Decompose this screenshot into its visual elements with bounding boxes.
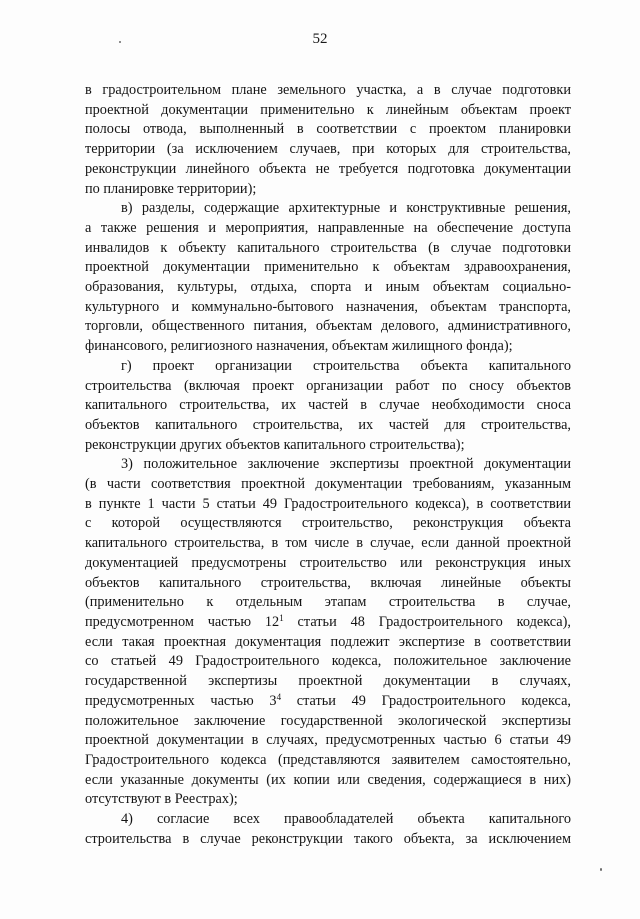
paragraph [85,357,571,456]
text-line: реконструкции других объектов капитального строительства); [85,436,465,453]
paragraph [85,199,571,357]
text-line: если указанные документы (их копии или сведения, содержащиеся в них) [85,771,571,788]
text-line: (применительно к отдельным этапам строительства в случае, [85,594,571,611]
text-line: со статьей 49 Градостроительного кодекса, положительное заключение [85,653,571,670]
text-line: проектной документации применительно к линейным объектам проект [85,101,571,118]
text-line: образования, культуры, отдыха, спорта и иным объектам социально- [85,279,571,296]
text-line: предусмотренном частью $12^1$ статьи 48 Градостроительного кодекса), [85,612,571,630]
document-body [85,81,571,849]
text-line: государственной экспертизы проектной документации в случаях, [85,673,571,690]
text-line: с которой осуществляются строительство, реконструкция объекта [85,515,571,532]
text-line: строительства в случае реконструкции такого объекта, за исключением [85,830,571,847]
text-line: полосы отвода, выполненный в соответствии с проектом планировки [85,121,571,138]
text-line: проектной документации в случаях, предусмотренных частью 6 статьи 49 [85,732,571,749]
text-line: документацией предусмотрены строительство или реконструкция иных [85,554,571,571]
text-line: культурного и коммунально-бытового назначения, объектам транспорта, [85,298,571,315]
text-line: в градостроительном плане земельного участка, а в случае подготовки [85,82,571,98]
page-number: 52 [312,31,328,47]
text-line: 3) положительное заключение экспертизы проектной документации [121,456,571,473]
paragraph [85,810,571,849]
text-line: (в части соответствия проектной документации требованиям, указанным [85,476,571,493]
text-line: в) разделы, содержащие архитектурные и конструктивные решения, [121,200,571,217]
text-line: по планировке территории); [85,180,257,197]
text-line: в пункте 1 части 5 статьи 49 Градостроительного кодекса), в соответствии [85,495,571,512]
text-line: строительства (включая проект организации работ по сносу объектов [85,377,571,394]
text-line: инвалидов к объекту капитального строительства (в случае подготовки [85,239,571,256]
text-line: а также решения и мероприятия, направленные на обеспечение доступа [85,219,571,236]
text-line: реконструкции линейного объекта не требуется подготовка документации [85,160,571,177]
text-line: финансового, религиозного назначения, объектам жилищного фонда); [85,338,513,355]
text-line: проектной документации применительно к объектам здравоохранения, [85,259,571,276]
text-line: г) проект организации строительства объекта капитального [121,357,571,374]
text-line: отсутствуют в Реестрах); [85,791,238,808]
scan-speck [600,868,602,871]
text-line: положительное заключение государственной экологической экспертизы [85,712,571,729]
text-line: если такая проектная документация подлежит экспертизе в соответствии [85,633,571,650]
text-line: территории (за исключением случаев, при которых для строительства, [85,141,571,158]
paragraph [85,455,571,810]
text-line: Градостроительного кодекса (представляются заявителем самостоятельно, [85,751,571,768]
text-line: капитального строительства, в том числе в случае, если данной проектной [85,535,571,552]
text-line: объектов капитального строительства, включая линейные объекты [85,574,571,591]
text-line: торговли, общественного питания, объектам делового, административного, [85,318,571,335]
text-line: капитального строительства, их частей в случае необходимости сноса [85,397,571,414]
text-line: предусмотренных частью $3^4$ статьи 49 Градостроительного кодекса, [85,691,571,709]
text-line: объектов капитального строительства, их частей для строительства, [85,416,571,433]
text-line: 4) согласие всех правообладателей объекта капитального [121,811,571,828]
scan-speck [119,41,121,43]
paragraph [85,81,571,199]
